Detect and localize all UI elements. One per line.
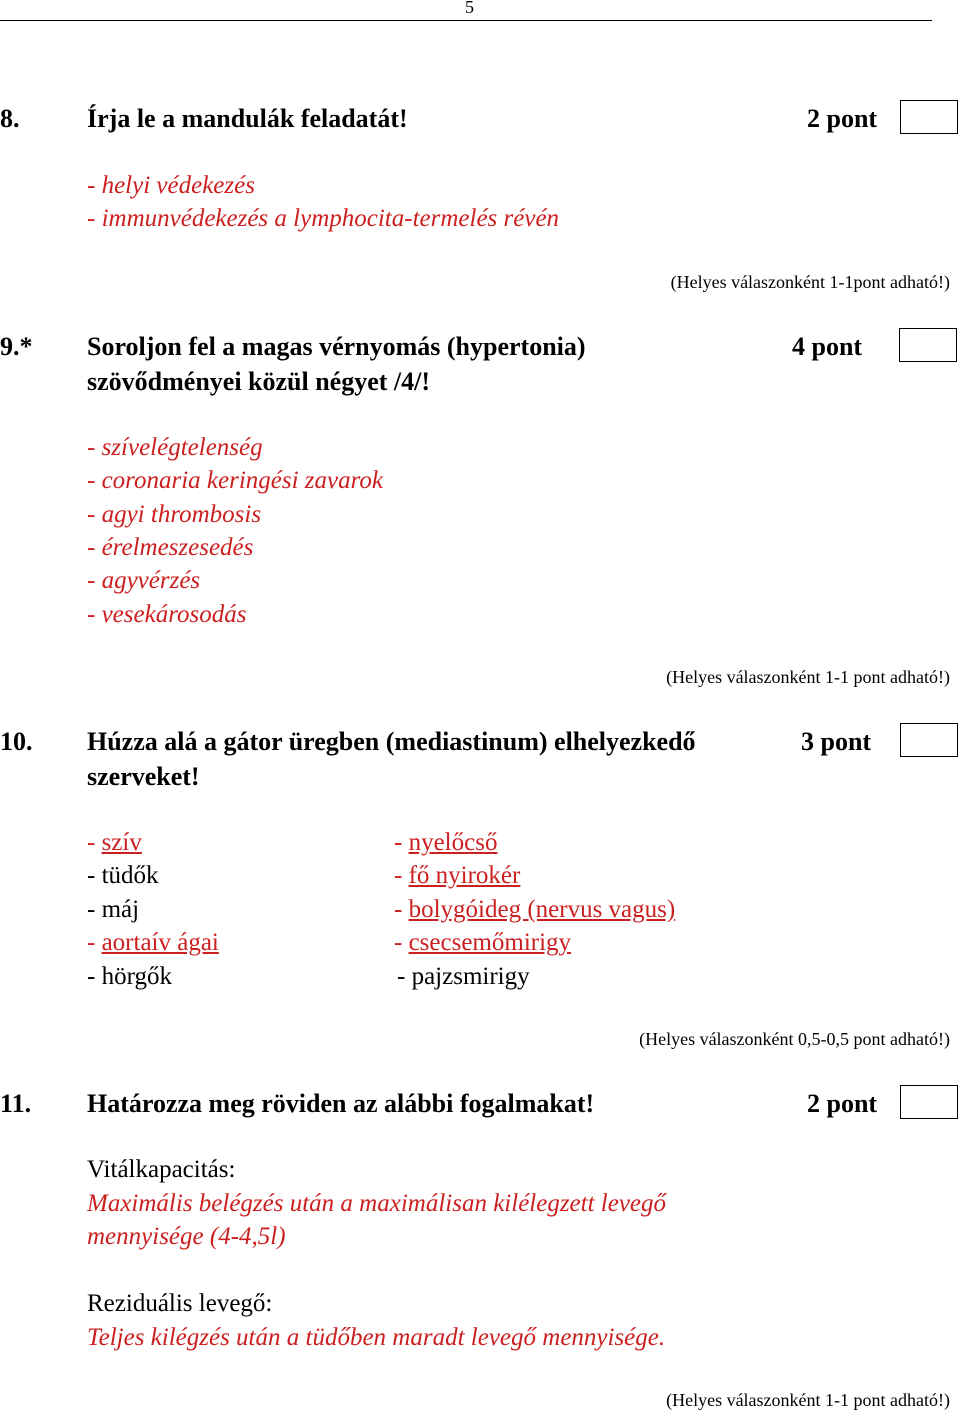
option-dash: - [87,896,102,923]
q11-question: Határozza meg röviden az alábbi fogalmakat! [87,1089,595,1118]
q8-question: Írja le a mandulák feladatát! [87,104,408,133]
q10-option-right-4[interactable] [394,929,571,957]
option-word-underlined: fő nyirokér [408,862,521,889]
q10-question-line1: Húzza alá a gátor üregben (mediastinum) elhelyezkedő [87,727,696,756]
q9-answer-4: - érelmeszesedés [87,534,254,561]
q10-option-right-1[interactable] [394,829,497,857]
option-word: máj [101,896,140,923]
q10-option-left-4[interactable] [87,929,219,957]
header-rule [0,20,932,21]
q9-answer-2: - coronaria keringési zavarok [87,467,384,494]
q9-score-box[interactable] [899,328,957,362]
q8-score-box[interactable] [900,100,958,134]
q8-answer-1: - helyi védekezés [87,172,255,199]
q9-points: 4 pont [792,332,863,361]
q10-option-right-2[interactable] [394,862,520,890]
q9-question-line1: Soroljon fel a magas vérnyomás (hypertonia) [87,332,586,361]
option-dash: - [397,963,412,990]
option-dash: - [87,829,102,856]
q10-option-left-1[interactable] [87,829,142,857]
q10-option-left-2[interactable] [87,862,159,890]
q11-term1-answer-line2: mennyisége (4-4,5l) [87,1223,286,1250]
q9-question-line2: szövődményei közül négyet /4/! [87,367,431,396]
q10-score-box[interactable] [900,723,958,757]
option-word-underlined: szív [101,829,142,856]
q11-number: 11. [0,1089,32,1118]
option-word: pajzsmirigy [411,963,530,990]
q10-points: 3 pont [801,727,872,756]
q10-question-line2: szerveket! [87,762,200,791]
option-dash: - [394,829,409,856]
option-word-underlined: nyelőcső [408,829,498,856]
q11-term2-label: Reziduális levegő: [87,1290,273,1317]
option-dash: - [87,862,102,889]
q8-scoring-note: (Helyes válaszonként 1-1pont adható!) [670,272,950,292]
option-dash: - [394,896,409,923]
q10-number: 10. [0,727,33,756]
q11-term2-answer: Teljes kilégzés után a tüdőben maradt levegő mennyisége. [87,1324,666,1351]
option-word: hörgők [101,963,172,990]
option-dash: - [394,862,409,889]
q9-answer-3: - agyi thrombosis [87,501,262,528]
q9-answer-5: - agyvérzés [87,567,201,594]
q11-score-box[interactable] [900,1085,958,1119]
q10-scoring-note: (Helyes válaszonként 0,5-0,5 pont adható!) [639,1029,950,1049]
q8-number: 8. [0,104,20,133]
q11-term1-label: Vitálkapacitás: [87,1156,236,1183]
q9-number: 9.* [0,332,33,361]
option-word-underlined: bolygóideg (nervus vagus) [408,896,676,923]
q8-points: 2 pont [807,104,878,133]
q11-term1-answer-line1: Maximális belégzés után a maximálisan kilélegzett levegő [87,1190,667,1217]
q9-scoring-note: (Helyes válaszonként 1-1 pont adható!) [666,667,950,687]
q11-scoring-note: (Helyes válaszonként 1-1 pont adható!) [666,1390,950,1410]
option-dash: - [394,929,409,956]
q10-option-left-5[interactable] [87,963,172,991]
q10-option-right-3[interactable] [394,896,675,924]
option-word-underlined: aortaív ágai [101,929,219,956]
page-number: 5 [465,0,474,17]
q8-answer-2: - immunvédekezés a lymphocita-termelés révén [87,205,560,232]
option-dash: - [87,963,102,990]
option-dash: - [87,929,102,956]
q9-answer-1: - szívelégtelenség [87,434,263,461]
option-word: tüdők [101,862,159,889]
option-word-underlined: csecsemőmirigy [408,929,572,956]
q10-option-left-3[interactable] [87,896,139,924]
q9-answer-6: - vesekárosodás [87,601,247,628]
q11-points: 2 pont [807,1089,878,1118]
q10-option-right-5[interactable] [397,963,530,991]
